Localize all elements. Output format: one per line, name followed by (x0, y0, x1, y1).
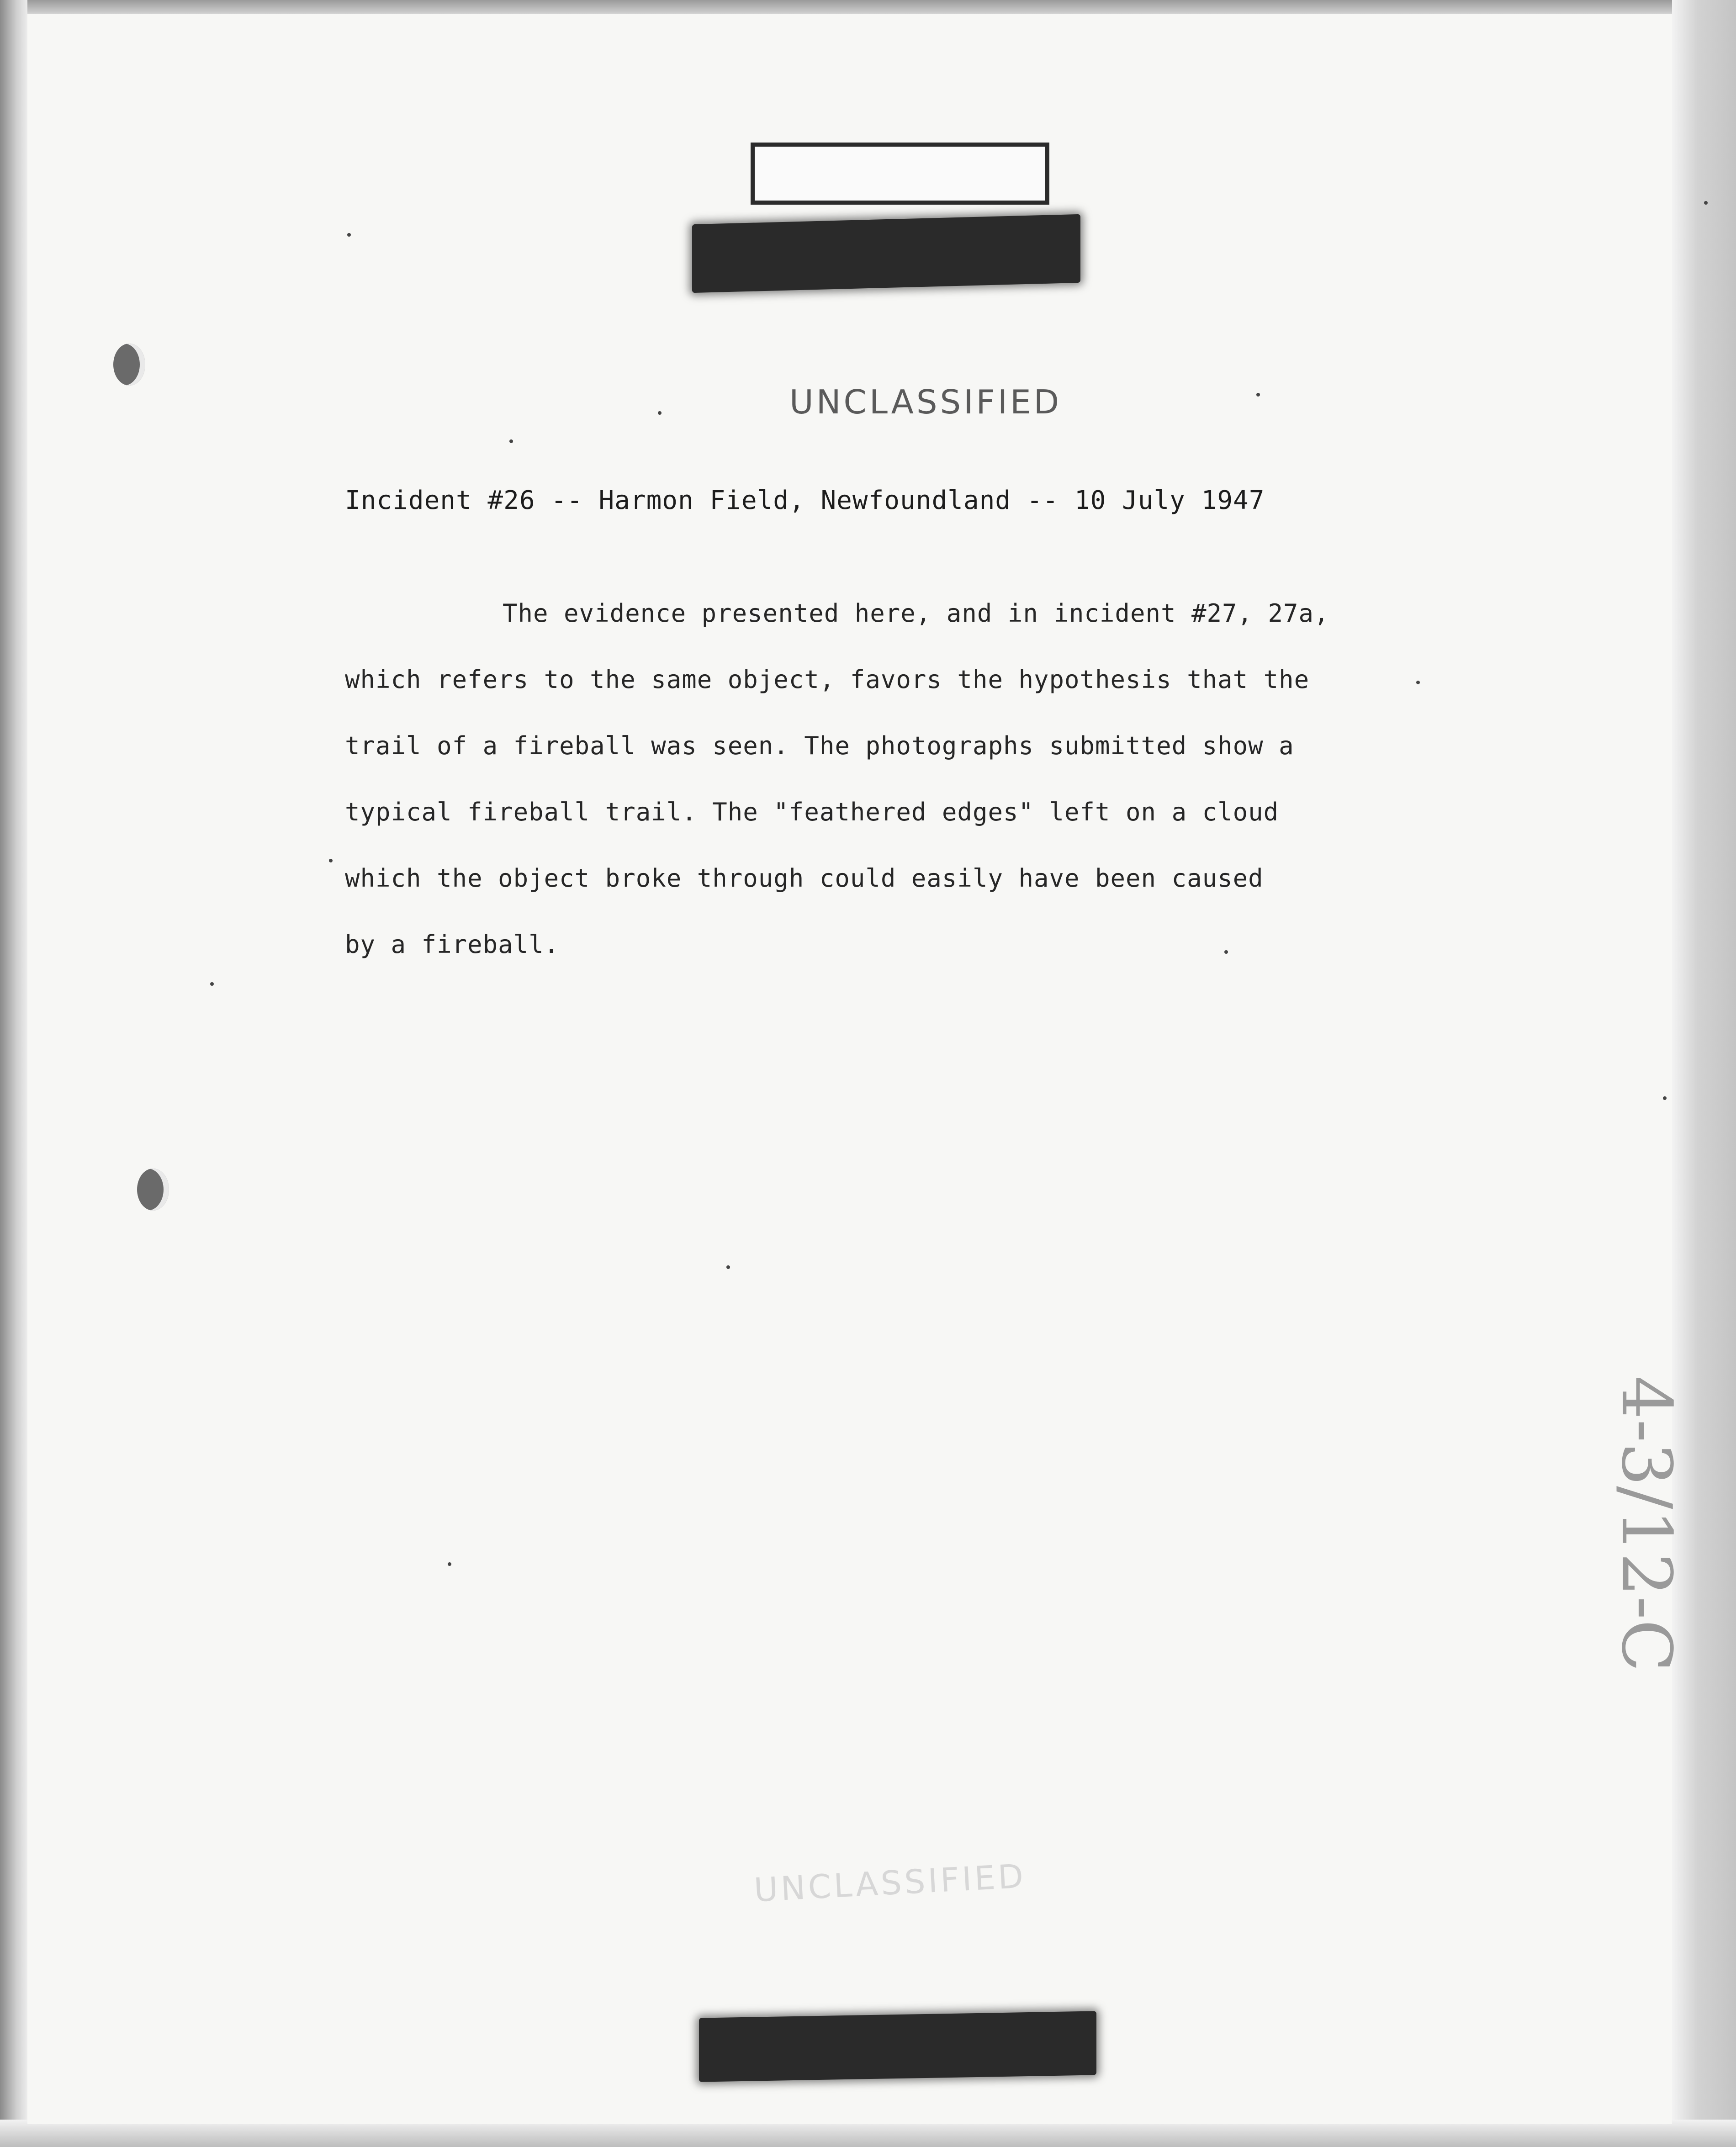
redaction-bar-top (692, 214, 1080, 293)
scan-speck (658, 411, 662, 415)
handwritten-margin-note: 4-3/12-C (1606, 1375, 1686, 1672)
scan-speck (347, 233, 351, 237)
paragraph-line: trail of a fireball was seen. The photographs submitted show a (345, 731, 1294, 760)
incident-paragraph (345, 580, 1423, 978)
scan-speck (726, 1265, 730, 1269)
punch-hole (137, 1169, 169, 1211)
document-page (27, 14, 1672, 2124)
scan-right-edge (1672, 0, 1736, 2147)
classification-stamp-bottom: UNCLASSIFIED (753, 1856, 1027, 1909)
scan-speck (1416, 681, 1420, 684)
redaction-box (751, 143, 1049, 205)
scan-speck (1256, 393, 1260, 397)
paragraph-line: which the object broke through could easily have been caused (345, 864, 1264, 893)
scan-speck (329, 859, 333, 862)
scan-speck (1224, 950, 1228, 954)
scan-speck (448, 1562, 451, 1566)
scan-left-edge (0, 0, 27, 2147)
scan-speck (509, 439, 513, 443)
classification-stamp-top: UNCLASSIFIED (789, 383, 1062, 421)
scan-speck (1704, 201, 1708, 205)
scan-speck (1663, 1096, 1667, 1100)
paragraph-line: The evidence presented here, and in incident #27, 27a, (503, 599, 1329, 628)
paragraph-line: typical fireball trail. The "feathered edges" left on a cloud (345, 798, 1279, 826)
scan-speck (210, 982, 214, 986)
punch-hole (113, 344, 145, 386)
paragraph-line: which refers to the same object, favors the hypothesis that the (345, 665, 1310, 694)
paragraph-line: by a fireball. (345, 930, 560, 959)
redaction-bar-bottom (699, 2011, 1096, 2082)
incident-heading: Incident #26 -- Harmon Field, Newfoundland -- 10 July 1947 (345, 486, 1265, 515)
